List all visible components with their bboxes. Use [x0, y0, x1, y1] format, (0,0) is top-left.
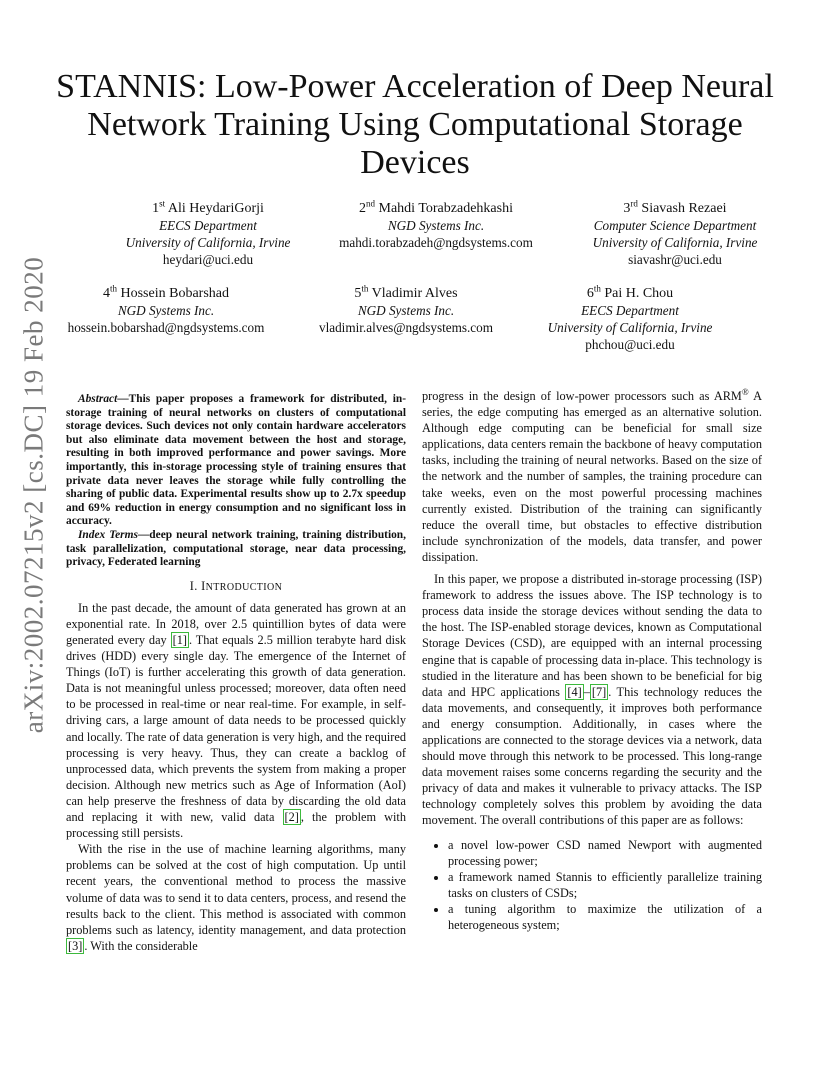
author-email: mahdi.torabzadeh@ngdsystems.com	[339, 235, 533, 250]
author-name: Hossein Bobarshad	[120, 286, 229, 301]
author-affiliation: University of California, Irvine	[592, 235, 758, 250]
paragraph: progress in the design of low-power processors such as ARM® A series, the edge computing has emerged as an alternative solution. Although edge computing can be beneficial for small size applications, data centers remain the backbone of heavy computation tasks, including the training of neural networks. Based on the size of the network and the number of samples, the training procedure can take weeks, even on the most powerful processing machines currently existed. Distribution of the training can significantly reduce the overall time, but obstacles to effective distribution include synchronization of the models, data transfer, and power dissipation.	[422, 386, 762, 564]
author-block-6: 6th Pai H. Chou EECS Department University of California, Irvine phchou@uci.edu	[500, 285, 760, 353]
list-item: • a framework named Stannis to efficiently parallelize training tasks on clusters of CSDs;	[448, 869, 762, 901]
author-affiliation: University of California, Irvine	[125, 235, 291, 250]
citation-link[interactable]: [7]	[591, 684, 607, 699]
author-block-2: 2nd Mahdi Torabzadehkashi NGD Systems Inc. mahdi.torabzadeh@ngdsystems.com	[306, 200, 566, 251]
author-name: Mahdi Torabzadehkashi	[378, 201, 513, 216]
author-affiliation: NGD Systems Inc.	[117, 303, 215, 318]
author-block-5: 5th Vladimir Alves NGD Systems Inc. vladimir.alves@ngdsystems.com	[276, 285, 536, 336]
author-affiliation: EECS Department	[159, 218, 257, 233]
author-affiliation: University of California, Irvine	[547, 320, 713, 335]
author-name: Ali HeydariGorji	[167, 201, 264, 216]
citation-link[interactable]: [1]	[172, 633, 187, 647]
right-column	[422, 388, 762, 933]
author-affiliation: Computer Science Department	[593, 218, 757, 233]
author-name: Pai H. Chou	[604, 286, 674, 301]
index-terms: Index Terms—deep neural network training, training distribution, task parallelization, computational storage, near data processing, privacy, Federated learning	[66, 528, 406, 569]
list-item: • a novel low-power CSD named Newport with augmented processing power;	[448, 837, 762, 869]
arxiv-identifier: arXiv:2002.07215v2 [cs.DC] 19 Feb 2020	[18, 256, 49, 734]
author-email: hossein.bobarshad@ngdsystems.com	[67, 320, 265, 335]
left-column	[66, 393, 406, 954]
section-heading-introduction: I. INTRODUCTION	[189, 578, 283, 593]
author-block-4: 4th Hossein Bobarshad NGD Systems Inc. hossein.bobarshad@ngdsystems.com	[36, 285, 296, 336]
author-email: vladimir.alves@ngdsystems.com	[318, 320, 494, 335]
citation-link[interactable]: [4]	[567, 684, 582, 699]
author-name: Vladimir Alves	[371, 286, 458, 301]
list-item: • a tuning algorithm to maximize the utilization of a heterogeneous system;	[448, 901, 762, 933]
author-block-3: 3rd Siavash Rezaei Computer Science Department University of California, Irvine siavashr@uci.edu	[545, 200, 805, 268]
paragraph: With the rise in the use of machine learning algorithms, many problems can be solved at the cost of high computation. Up until recent years, the conventional method to process the massive volume of data was to send it to data centers, process, and resend the results back to the client. This method is associated with common problems such as latency, identity management, and data protection [3] . With the considerable	[66, 842, 406, 953]
author-affiliation: NGD Systems Inc.	[387, 218, 485, 233]
abstract: Abstract—This paper proposes a framework for distributed, in-storage training of neural networks on clusters of computational storage devices. Such devices not only contain hardware accelerators but also eliminate data movement between the host and storage, resulting in both improved performance and power savings. More importantly, this in-storage processing style of training ensures that private data never leaves the storage while fully controlling the sharing of public data. Experimental results show up to 2.7x speedup and 69% reduction in energy consumption and no significant loss in accuracy.	[66, 393, 406, 528]
paragraph: In the past decade, the amount of data generated has grown at an exponential rate. In 2018, over 2.5 quintillion bytes of data were generated every day [1] . That equals 2.5 million terabyte hard disk drives (HDD) every single day. The emergence of the Internet of Things (IoT) is further accelerating this growth of data generation. Data is not meaningful unless processed; moreover, data often need to be processed in real-time or near real-time. For example, in self-driving cars, a large amount of data needs to be processed quickly and locally. The rate of data generation is very high, and the required processing is very heavy. Thus, they can create a backlog of unprocessed data, which prevents the system from making a proper decision. Although new metrics such as Age of Information (AoI) can help preserve the freshness of data by discarding the old data and replacing it with new, valid data [2] , the problem with processing still persists.	[66, 600, 407, 841]
contributions-list	[422, 837, 762, 934]
author-affiliation: NGD Systems Inc.	[357, 303, 455, 318]
paper-title: STANNIS: Low-Power Acceleration of Deep Neural Network Training Using Computational Storage Devices	[56, 68, 774, 181]
author-affiliation: EECS Department	[581, 303, 679, 318]
author-block-1: 1st Ali HeydariGorji EECS Department University of California, Irvine heydari@uci.edu	[78, 200, 338, 268]
paragraph: In this paper, we propose a distributed in-storage processing (ISP) framework to address the issues above. The ISP technology is to process data inside the storage devices without sending the data to the host. The ISP-enabled storage devices, known as Computational Storage Devices (CSD), are equipped with an internal processing engine that is capable of processing data in-place. This technology is studied in the literature and has been shown to be beneficial for big data and HPC applications [4] – [7] . This technology reduces the data movements, and consequently, it improves both performance and energy consumption. Additionally, in cases where the applications are connected to the storage devices via a network, data should move through this network to be processed. This long-range data movement raises some concerns regarding the security and the privacy of data and makes it vulnerable to privacy attacks. The ISP technology completely solves this problem by avoiding the data movement. The overall contributions of this paper are as follows:	[422, 572, 762, 828]
citation-link[interactable]: [2]	[284, 810, 299, 825]
author-email: phchou@uci.edu	[585, 337, 675, 352]
citation-link[interactable]: [3]	[68, 938, 83, 953]
author-name: Siavash Rezaei	[641, 201, 727, 216]
author-email: heydari@uci.edu	[162, 252, 254, 267]
arxiv-sidebar	[14, 256, 54, 734]
author-email: siavashr@uci.edu	[628, 252, 722, 267]
